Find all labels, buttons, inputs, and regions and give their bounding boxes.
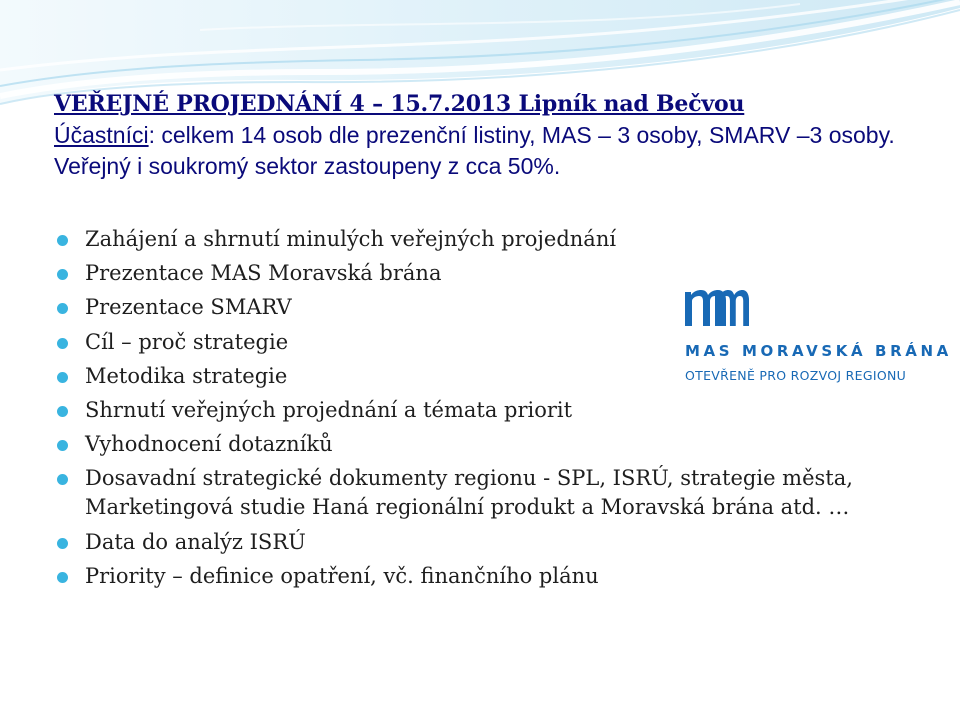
bullet-icon	[57, 572, 68, 583]
agenda-item-text: Priority – definice opatření, vč. finančního plánu	[85, 563, 599, 588]
bullet-icon	[57, 474, 68, 485]
bullet-icon	[57, 406, 68, 417]
agenda-item-text: Metodika strategie	[85, 363, 288, 388]
bullet-icon	[57, 338, 68, 349]
agenda-item	[54, 225, 914, 254]
agenda-item	[54, 396, 914, 425]
slide-header	[54, 88, 944, 182]
slide-title: VEŘEJNÉ PROJEDNÁNÍ 4 – 15.7.2013 Lipník nad Bečvou	[54, 91, 745, 117]
bullet-icon	[57, 440, 68, 451]
mm-logo-icon	[685, 286, 749, 326]
agenda-item	[54, 464, 914, 522]
bullet-icon	[57, 372, 68, 383]
logo-name: MAS MORAVSKÁ BRÁNA	[685, 342, 952, 360]
agenda-item-text: Data do analýz ISRÚ	[85, 529, 306, 554]
mas-moravska-brana-logo	[667, 262, 960, 388]
agenda-item	[54, 528, 914, 557]
agenda-item	[54, 430, 914, 459]
agenda-item-text: Cíl – proč strategie	[85, 329, 289, 354]
agenda-item-text: Vyhodnocení dotazníků	[85, 432, 333, 457]
agenda-item-text: Zahájení a shrnutí minulých veřejných projednání	[85, 227, 617, 251]
bullet-icon	[57, 538, 68, 549]
participants-label: Účastníci	[54, 122, 149, 148]
agenda-item-text: Prezentace SMARV	[85, 295, 292, 320]
bullet-icon	[57, 269, 68, 280]
agenda-item-text: Prezentace MAS Moravská brána	[85, 261, 442, 286]
agenda-item	[54, 562, 914, 591]
logo-tagline: OTEVŘENĚ PRO ROZVOJ REGIONU	[685, 368, 907, 383]
agenda-item-text: Dosavadní strategické dokumenty regionu - SPL, ISRÚ, strategie města, Marketingová studie Haná regionální produkt a Moravská brána atd. …	[85, 466, 853, 520]
participants-summary	[54, 120, 944, 182]
bullet-icon	[57, 303, 68, 314]
bullet-icon	[57, 235, 68, 246]
agenda-item-text: Shrnutí veřejných projednání a témata priorit	[85, 397, 573, 422]
participants-text: : celkem 14 osob dle prezenční listiny, MAS – 3 osoby, SMARV –3 osoby. Veřejný i soukromý sektor zastoupeny z cca 50%.	[54, 122, 895, 179]
